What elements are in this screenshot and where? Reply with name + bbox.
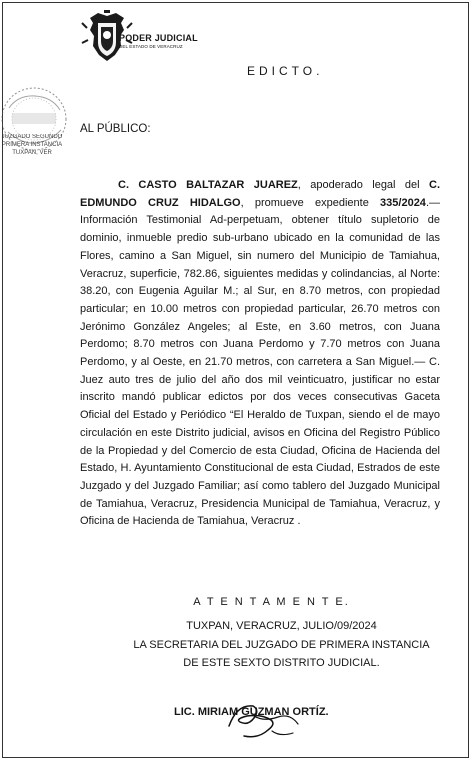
office-line-1: LA SECRETARIA DEL JUZGADO DE PRIMERA INSTANCIA (133, 639, 430, 651)
closing-salutation: A T E N T A M E N T E. (193, 596, 350, 608)
place-date: TUXPAN, VERACRUZ, JULIO/09/2024 (186, 620, 377, 632)
court-stamp-text (0, 133, 64, 157)
represented-party: C. EDMUNDO CRUZ HIDALGO (80, 179, 440, 209)
signatory-name: LIC. MIRIAM GUZMAN ORTÍZ. (174, 706, 329, 718)
body-text-3: .—Información Testimonial Ad-perpetuam, obtener título supletorio de dominio, inmueble predio sub-urbano ubicado en la comunidad de las Flores, camino a San Miguel, sin numero del Municipio de Tamiahua, Veracruz, superficie, 782.86, siguientes medidas y colindancias, al Norte: 38.20, con Eugenia Aguilar M.; al Sur, en 8.70 metros, con propiedad particular; en 10.00 metros con propiedad particular, 26.70 metros con Jerónimo González Angeles; al Este, en 3.60 metros, con Juana Perdomo; 8.70 metros con Juana Perdomo y 7.70 metros con Juana Perdomo, y al Oeste, en 21.70 metros, con carretera a San Miguel.— C. Juez auto tres de julio del año dos mil veinticuatro, justificar no estar inscrito mandó publicar edictos por dos veces consecutivas Gaceta Oficial del Estado y Periódico “El Heraldo de Tuxpan, siendo el de mayo circulación en este Distrito judicial, avisos en Oficina del Registro Público de la Propiedad y del Comercio de esta Ciudad, Oficina de Hacienda del Estado, H. Ayuntamiento Constitucional de esta Ciudad, Estrados de este Juzgado y del Juzgado Familiar; así como tablero del Juzgado Municipal de Tamiahua, Veracruz, Presidencia Municipal de Tamiahua, Veracruz, y Oficina de Hacienda de Tamiahua, Veracruz . (80, 196, 440, 528)
court-name: PODER JUDICIAL (119, 33, 198, 43)
body-text-1: , apoderado legal del (297, 179, 429, 191)
petitioner-name: C. CASTO BALTAZAR JUAREZ (118, 179, 298, 191)
body-text-2: , promueve expediente (240, 196, 381, 209)
edict-body (80, 177, 440, 531)
office-line-2: DE ESTE SEXTO DISTRITO JUDICIAL. (183, 657, 380, 669)
greeting: AL PÚBLICO: (80, 123, 151, 135)
stamp-line-1: JUZGADO SEGUNDO (1, 134, 63, 140)
stamp-line-2: PRIMERA INSTANCIA (1, 142, 63, 148)
judicial-header (80, 10, 290, 66)
case-number: 335/2024 (380, 196, 426, 209)
stamp-line-3: TUXPAN, VER (12, 150, 52, 156)
court-subtitle: DEL ESTADO DE VERACRUZ (119, 44, 183, 49)
document-title: EDICTO. (247, 64, 324, 78)
